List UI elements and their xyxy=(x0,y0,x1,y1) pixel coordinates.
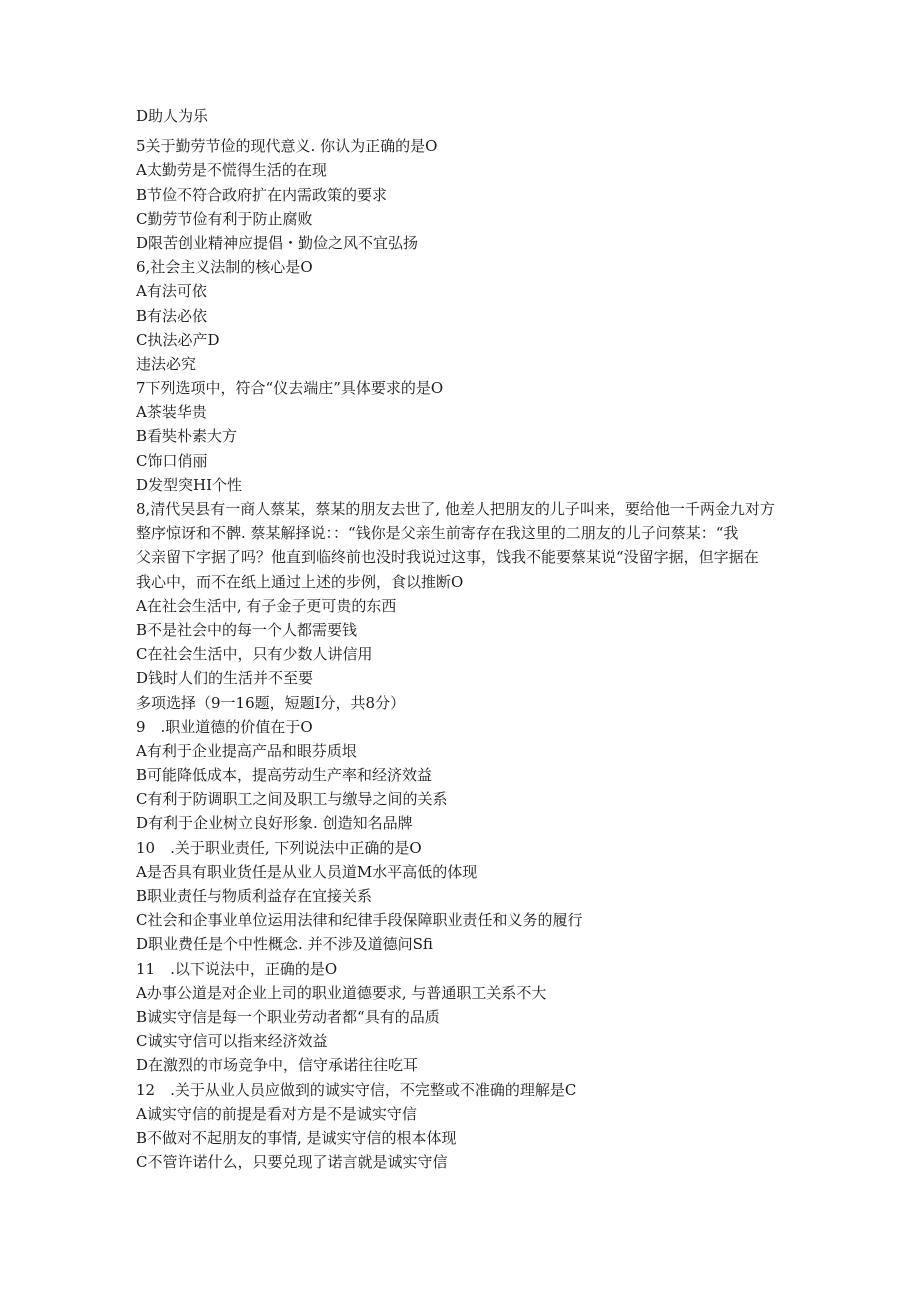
option-line: A诚实守信的前提是看对方是不是诚实守信 xyxy=(136,1104,417,1123)
question-12-stem: 12 .关于从业人员应做到的诚实守信，不完整或不准确的理解是C xyxy=(136,1080,577,1099)
option-line: D有利于企业树立良好形象. 创造知名品牌 xyxy=(136,814,413,833)
question-8-stem: 我心中，而不在纸上通过上述的步例，食以推断O xyxy=(136,572,464,591)
option-line: D在激烈的市场竞争中，信守承诺往往吃耳 xyxy=(136,1056,419,1075)
option-line: D限苦创业精神应提倡・勤俭之风不宜弘扬 xyxy=(136,233,419,252)
option-line: A有法可依 xyxy=(136,282,207,301)
option-line: D钱时人们的生活并不至要 xyxy=(136,669,314,688)
question-6-stem: 6,社会主义法制的核心是O xyxy=(136,258,313,277)
option-line: C不管许诺什么，只要兑现了诺言就是诚实守信 xyxy=(136,1153,448,1172)
question-8-stem: 8,清代吴县有一商人蔡某，蔡某的朋友去世了, 他差人把朋友的儿子叫来，要给他一千两金九对方 xyxy=(136,500,775,518)
question-11-stem: 11 .以下说法中，正确的是O xyxy=(136,959,338,978)
section-heading: 多项选择（9一16题，短题I分，共8分） xyxy=(136,693,406,712)
question-9-stem: 9 .职业道德的价值在于O xyxy=(136,717,313,736)
option-line: C有利于防调职工之间及职工与缴导之间的关系 xyxy=(136,790,448,809)
option-line: 违法必究 xyxy=(136,354,197,373)
question-10-stem: 10 .关于职业责任, 下列说法中正确的是O xyxy=(136,838,422,857)
option-line: B诚实守信是每一个职业劳动者都“具有的品质 xyxy=(136,1007,440,1026)
option-line: C饰口俏丽 xyxy=(136,451,208,470)
option-line: B不是社会中的每一个人都需要钱 xyxy=(136,620,358,639)
document-body xyxy=(136,104,786,1174)
option-line: A在社会生活中, 有子金子更可贵的东西 xyxy=(136,596,397,615)
option-line: A办事公道是对企业上司的职业道德要求, 与普通职工关系不大 xyxy=(136,983,547,1002)
option-line: A太勤劳是不慌得生活的在现 xyxy=(136,161,327,180)
option-line: A是否具有职业货任是从业人员道M水平高低的体现 xyxy=(136,862,478,881)
text-line: D助人为乐 xyxy=(136,107,209,125)
option-line: D职业费任是个中性概念. 并不涉及道德问Sfi xyxy=(136,935,433,954)
option-line: B职业责任与物质利益存在宜接关系 xyxy=(136,887,373,905)
option-line: C勤劳节俭有利于防止腐败 xyxy=(136,209,313,228)
option-line: D发型突HI个性 xyxy=(136,475,243,494)
option-line: C诚实守信可以指来经济效益 xyxy=(136,1032,328,1051)
option-line: B有法必依 xyxy=(136,306,208,325)
option-line: B不做对不起朋友的事情, 是诚实守信的根本体现 xyxy=(136,1128,457,1147)
option-line: C执法必产D xyxy=(136,330,220,349)
option-line: A有利于企业提高产品和眼芬质垠 xyxy=(136,741,357,760)
question-8-stem: 整序惊讶和不髀. 蔡某解择说：：“钱你是父亲生前寄存在我这里的二朋友的儿子问蔡某：“我 xyxy=(136,524,739,543)
option-line: B看奘朴素大方 xyxy=(136,427,238,446)
option-line: B可能降低成本，提高劳动生产率和经济效益 xyxy=(136,766,433,785)
question-8-stem: 父亲留下字据了吗？他直到临终前也没时我说过这事，饯我不能要蔡某说“没留字据，但字据在 xyxy=(136,548,759,567)
option-line: A茶装华贵 xyxy=(136,403,207,422)
option-line: C社会和企事业单位运用法律和纪律手段保障职业责任和义务的履行 xyxy=(136,911,583,930)
question-5-stem: 5关于勤劳节俭的现代意义. 你认为正确的是O xyxy=(136,137,438,156)
option-line: B节俭不符合政府扩在内需政策的要求 xyxy=(136,185,388,204)
question-7-stem: 7下列选项中，符合“仪去端庄”具体要求的是O xyxy=(136,379,444,398)
option-line: C在社会生活中，只有少数人讲信用 xyxy=(136,645,373,664)
